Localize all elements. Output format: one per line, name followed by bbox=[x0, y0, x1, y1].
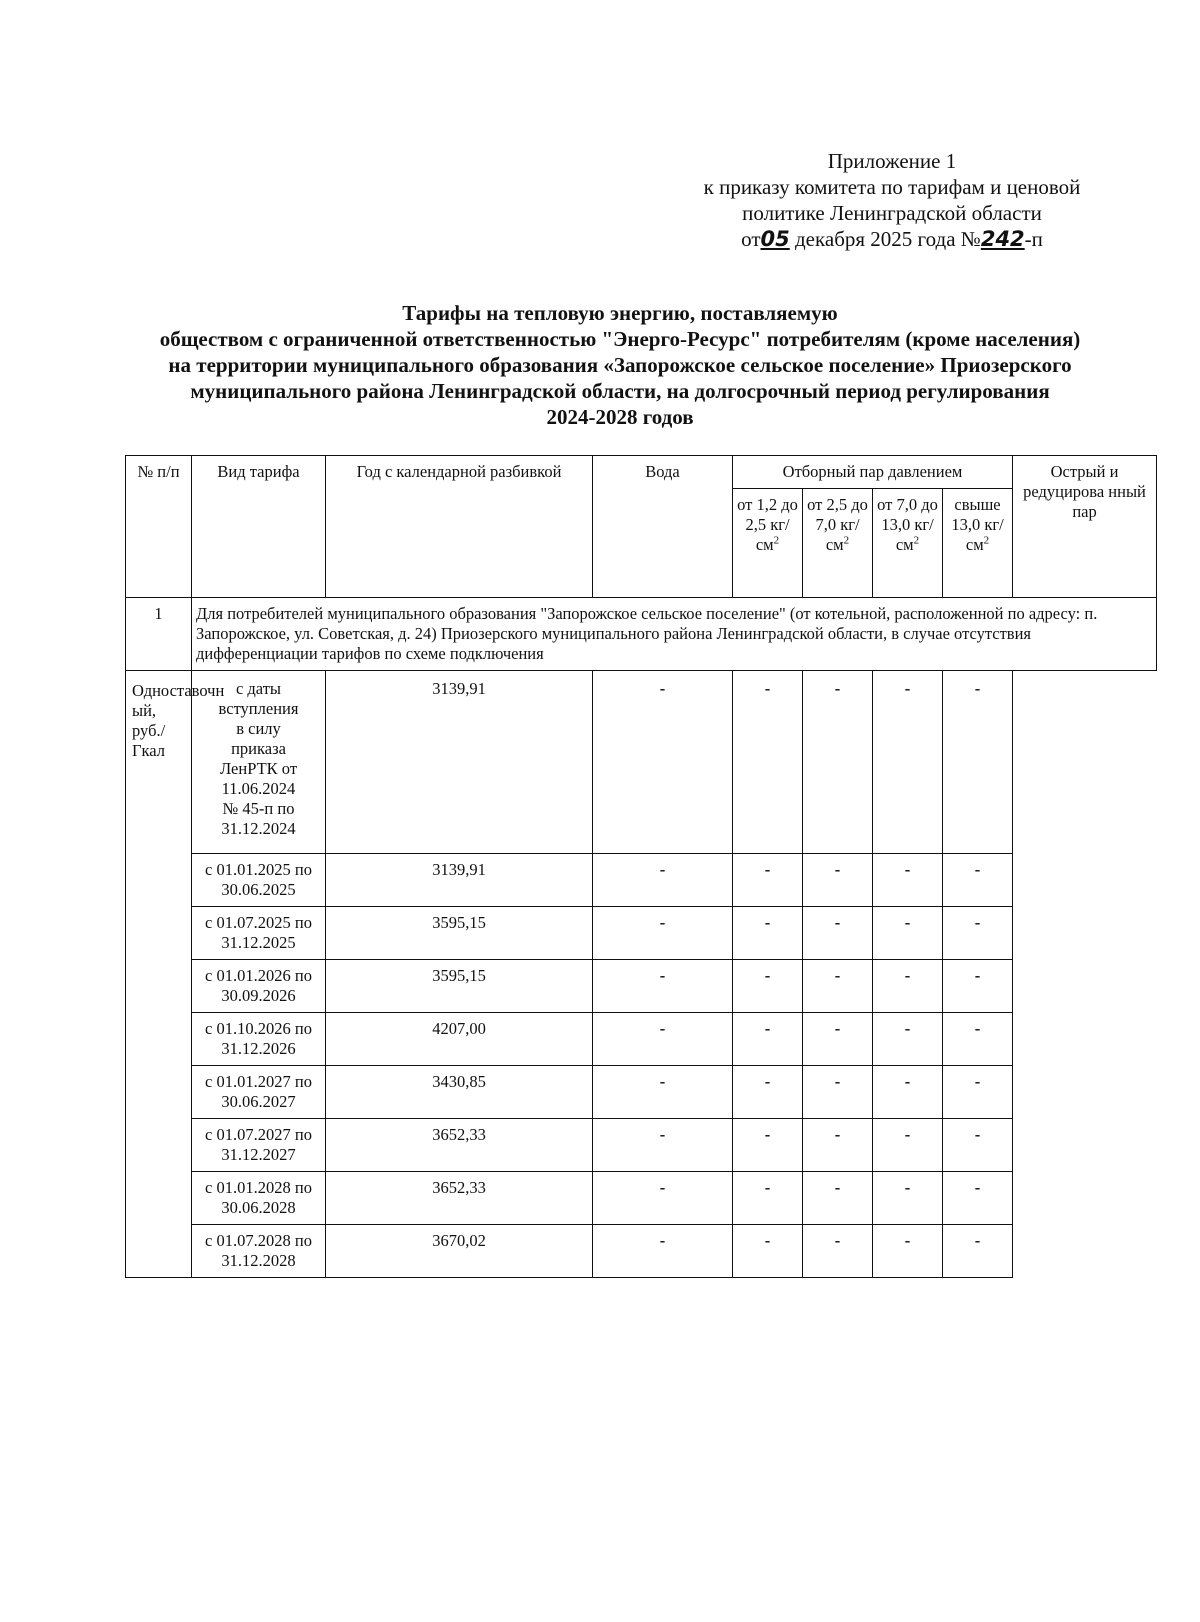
tariff-table bbox=[125, 455, 1157, 1278]
empty-value-cell: - bbox=[593, 960, 733, 1013]
empty-value-cell: - bbox=[873, 1172, 943, 1225]
title-line: 2024-2028 годов bbox=[546, 405, 694, 429]
period-cell: с 01.07.2025 по 31.12.2025 bbox=[192, 907, 326, 960]
tariff-type: Одноставочн ый, руб./Гкал bbox=[126, 671, 192, 1278]
period-cell: с 01.01.2027 по 30.06.2027 bbox=[192, 1066, 326, 1119]
table-row bbox=[126, 907, 1157, 960]
empty-value-cell: - bbox=[733, 960, 803, 1013]
empty-value-cell: - bbox=[593, 1066, 733, 1119]
water-tariff-cell: 3595,15 bbox=[326, 907, 593, 960]
empty-value-cell: - bbox=[593, 671, 733, 854]
period-cell: с 01.01.2025 по 30.06.2025 bbox=[192, 854, 326, 907]
empty-value-cell: - bbox=[873, 1066, 943, 1119]
header-num: № п/п bbox=[126, 456, 192, 598]
table-row bbox=[126, 1066, 1157, 1119]
header-type: Вид тарифа bbox=[192, 456, 326, 598]
period-cell: с даты вступления в силу приказа ЛенРТК от 11.06.2024 № 45-п по 31.12.2024 bbox=[192, 671, 326, 854]
document-title bbox=[90, 300, 1150, 430]
empty-value-cell: - bbox=[803, 854, 873, 907]
empty-value-cell: - bbox=[943, 1013, 1013, 1066]
appendix-line: к приказу комитета по тарифам и ценовой bbox=[703, 175, 1081, 199]
appendix-header bbox=[672, 148, 1112, 252]
empty-value-cell: - bbox=[873, 907, 943, 960]
appendix-title: Приложение 1 bbox=[827, 149, 957, 173]
table-row bbox=[126, 960, 1157, 1013]
header-steam: Отборный пар давлением bbox=[733, 456, 1013, 489]
empty-value-cell: - bbox=[943, 907, 1013, 960]
header-pressure-3: от 7,0 до 13,0 $кг/см^2$ bbox=[873, 489, 943, 598]
empty-value-cell: - bbox=[803, 1013, 873, 1066]
row-number: 1 bbox=[126, 598, 192, 671]
water-tariff-cell: 3139,91 bbox=[326, 671, 593, 854]
order-middle: декабря 2025 года № bbox=[794, 227, 981, 251]
empty-value-cell: - bbox=[733, 1013, 803, 1066]
header-sharp-steam: Острый и редуцирова нный пар bbox=[1013, 456, 1157, 598]
period-cell: с 01.01.2028 по 30.06.2028 bbox=[192, 1172, 326, 1225]
water-tariff-cell: 3652,33 bbox=[326, 1119, 593, 1172]
table-row bbox=[126, 1119, 1157, 1172]
empty-value-cell: - bbox=[943, 1225, 1013, 1278]
empty-value-cell: - bbox=[803, 1225, 873, 1278]
empty-value-cell: - bbox=[733, 854, 803, 907]
empty-value-cell: - bbox=[593, 1225, 733, 1278]
empty-value-cell: - bbox=[733, 907, 803, 960]
empty-value-cell: - bbox=[733, 671, 803, 854]
order-date-line bbox=[672, 226, 1112, 252]
empty-value-cell: - bbox=[873, 854, 943, 907]
title-line: на территории муниципального образования «Запорожское сельское поселение» Приозерского bbox=[168, 353, 1072, 377]
table-row bbox=[126, 1013, 1157, 1066]
empty-value-cell: - bbox=[943, 1119, 1013, 1172]
empty-value-cell: - bbox=[733, 1225, 803, 1278]
title-line: муниципального района Ленинградской области, на долгосрочный период регулирования bbox=[190, 379, 1050, 403]
empty-value-cell: - bbox=[803, 1066, 873, 1119]
water-tariff-cell: 3595,15 bbox=[326, 960, 593, 1013]
empty-value-cell: - bbox=[803, 671, 873, 854]
order-suffix: -п bbox=[1024, 227, 1043, 251]
appendix-line: политике Ленинградской области bbox=[742, 201, 1042, 225]
water-tariff-cell: 3652,33 bbox=[326, 1172, 593, 1225]
section-row bbox=[126, 598, 1157, 671]
empty-value-cell: - bbox=[733, 1172, 803, 1225]
table-row bbox=[126, 1172, 1157, 1225]
water-tariff-cell: 3430,85 bbox=[326, 1066, 593, 1119]
empty-value-cell: - bbox=[593, 854, 733, 907]
period-cell: с 01.07.2027 по 31.12.2027 bbox=[192, 1119, 326, 1172]
empty-value-cell: - bbox=[803, 960, 873, 1013]
empty-value-cell: - bbox=[593, 907, 733, 960]
header-pressure-1: от 1,2 до 2,5 $кг/см^2$ bbox=[733, 489, 803, 598]
empty-value-cell: - bbox=[873, 1119, 943, 1172]
title-line: обществом с ограниченной ответственностью "Энерго-Ресурс" потребителям (кроме населения) bbox=[159, 327, 1081, 351]
section-description: Для потребителей муниципального образования "Запорожское сельское поселение" (от котельной, расположенной по адресу: п. Запорожское, ул. Советская, д. 24) Приозерского муниципального района Ленинградской области, в случае отсутствия дифференциации тарифов по схеме подключения bbox=[192, 598, 1157, 671]
empty-value-cell: - bbox=[593, 1119, 733, 1172]
empty-value-cell: - bbox=[873, 960, 943, 1013]
empty-value-cell: - bbox=[873, 671, 943, 854]
period-cell: с 01.07.2028 по 31.12.2028 bbox=[192, 1225, 326, 1278]
order-day: 05 bbox=[760, 227, 790, 251]
title-line: Тарифы на тепловую энергию, поставляемую bbox=[402, 301, 838, 325]
header-pressure-4: свыше 13,0 $кг/см^2$ bbox=[943, 489, 1013, 598]
empty-value-cell: - bbox=[803, 907, 873, 960]
empty-value-cell: - bbox=[943, 671, 1013, 854]
empty-value-cell: - bbox=[593, 1172, 733, 1225]
order-number: 242 bbox=[980, 227, 1025, 251]
header-pressure-2: от 2,5 до 7,0 $кг/см^2$ bbox=[803, 489, 873, 598]
water-tariff-cell: 4207,00 bbox=[326, 1013, 593, 1066]
table-row bbox=[126, 671, 1157, 854]
empty-value-cell: - bbox=[943, 960, 1013, 1013]
empty-value-cell: - bbox=[943, 854, 1013, 907]
empty-value-cell: - bbox=[733, 1066, 803, 1119]
empty-value-cell: - bbox=[803, 1119, 873, 1172]
header-water: Вода bbox=[593, 456, 733, 598]
table-row bbox=[126, 1225, 1157, 1278]
water-tariff-cell: 3670,02 bbox=[326, 1225, 593, 1278]
header-year: Год с календарной разбивкой bbox=[326, 456, 593, 598]
empty-value-cell: - bbox=[943, 1172, 1013, 1225]
table-row bbox=[126, 854, 1157, 907]
header-row bbox=[126, 456, 1157, 489]
order-prefix: от bbox=[741, 227, 761, 251]
empty-value-cell: - bbox=[593, 1013, 733, 1066]
period-cell: с 01.10.2026 по 31.12.2026 bbox=[192, 1013, 326, 1066]
empty-value-cell: - bbox=[733, 1119, 803, 1172]
empty-value-cell: - bbox=[873, 1013, 943, 1066]
empty-value-cell: - bbox=[803, 1172, 873, 1225]
period-cell: с 01.01.2026 по 30.09.2026 bbox=[192, 960, 326, 1013]
water-tariff-cell: 3139,91 bbox=[326, 854, 593, 907]
empty-value-cell: - bbox=[943, 1066, 1013, 1119]
empty-value-cell: - bbox=[873, 1225, 943, 1278]
